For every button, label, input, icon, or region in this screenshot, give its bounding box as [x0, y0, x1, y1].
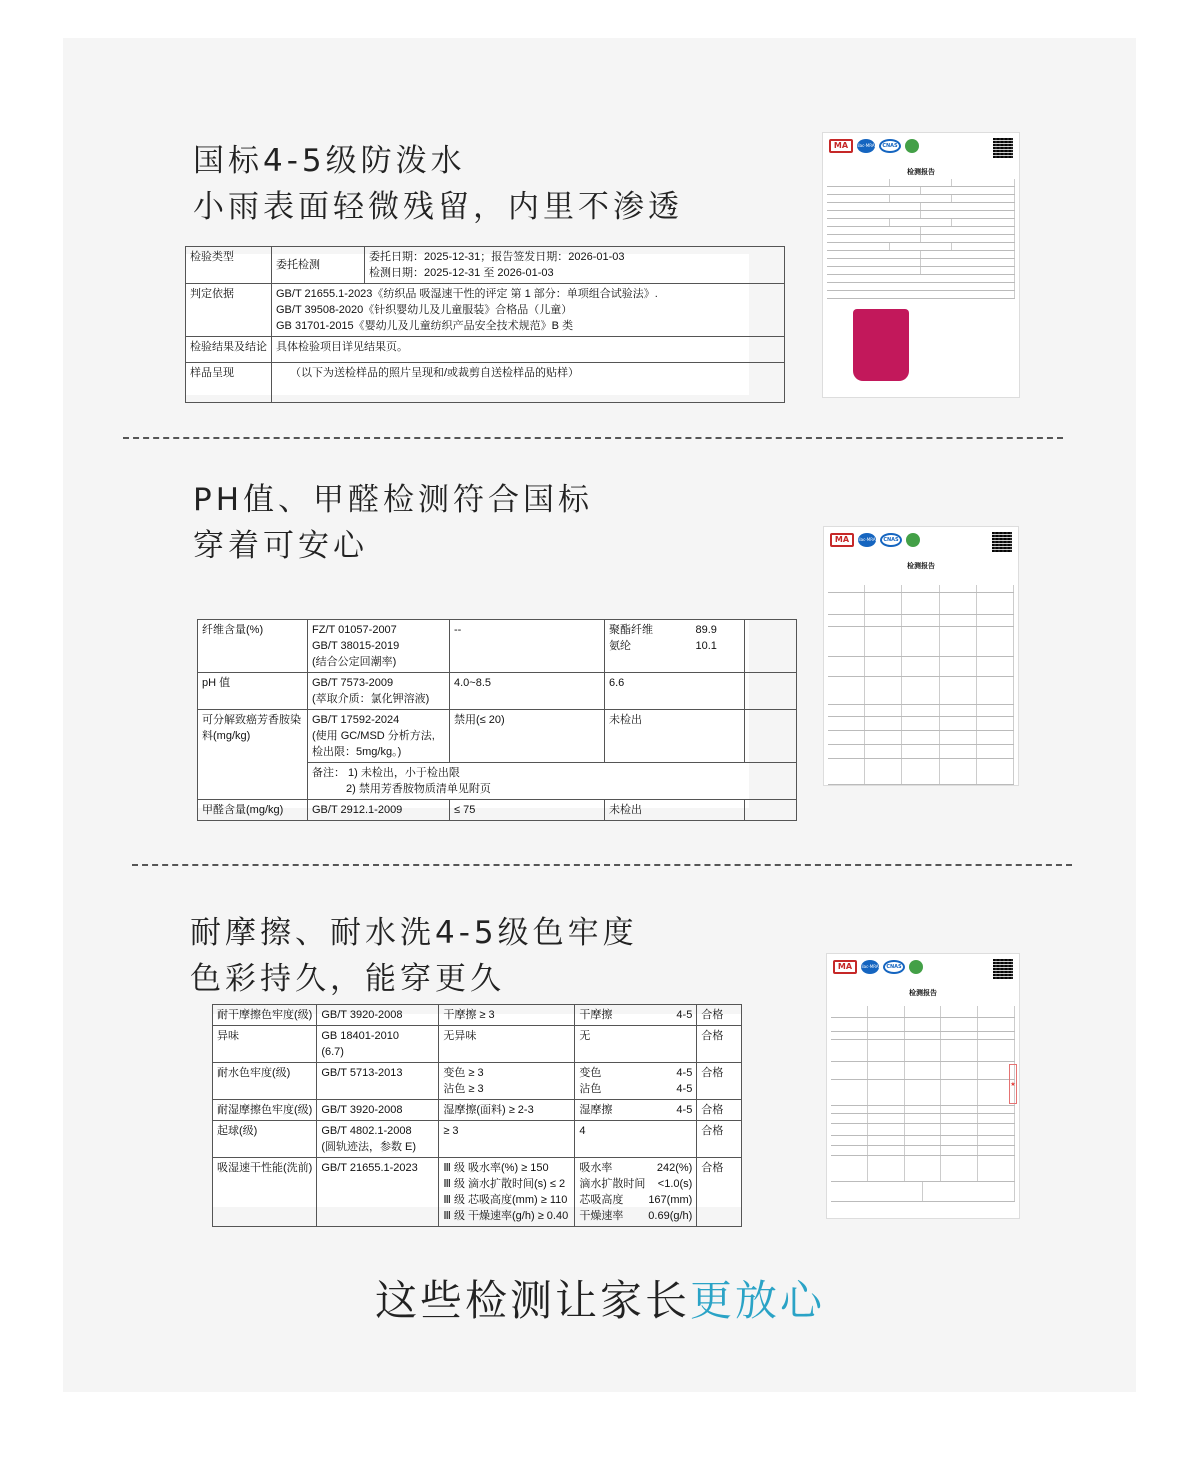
s3-judge-odor: 合格 — [697, 1026, 742, 1063]
qr-code-icon — [992, 532, 1012, 552]
s3-req-pilling: ≥ 3 — [439, 1121, 575, 1158]
s3-judge-wet: 合格 — [697, 1100, 742, 1121]
s1-label-result: 检验结果及结论 — [186, 337, 272, 363]
s3-req-water: 变色 ≥ 3 沾色 ≥ 3 — [439, 1063, 575, 1100]
s2-std-formaldehyde: GB/T 2912.1-2009 — [308, 800, 450, 821]
s2-std-ph: GB/T 7573-2009 (萃取介质：氯化钾溶液) — [308, 673, 450, 710]
verified-badge-icon — [909, 960, 923, 974]
section2-heading-line2: 穿着可安心 — [193, 528, 368, 564]
section3-heading-line2: 色彩持久，能穿更久 — [190, 961, 505, 997]
s2-res-ph: 6.6 — [605, 673, 745, 710]
s3-res-dry: 干摩擦 4-5 — [575, 1005, 697, 1026]
section2-heading-line1: PH值、甲醛检测符合国标 — [193, 482, 594, 518]
report-title: 检测报告 — [909, 989, 937, 997]
s3-res-quickdry: 吸水率 242(%) 滴水扩散时间 <1.0(s) 芯吸高度 167(mm) 干燥速率 0.69(g/h) — [575, 1158, 697, 1227]
s3-req-quickdry: Ⅲ 级 吸水率(%) ≥ 150 Ⅲ 级 滴水扩散时间(s) ≤ 2 Ⅲ 级 芯吸高度(mm) ≥ 110 Ⅲ 级 干燥速率(g/h) ≥ 0.40 — [439, 1158, 575, 1227]
s2-req-formaldehyde: ≤ 75 — [450, 800, 605, 821]
s3-std-pilling: GB/T 4802.1-2008 (圆轨迹法，参数 E) — [317, 1121, 439, 1158]
divider-1 — [123, 437, 1063, 439]
s2-res-amine: 未检出 — [605, 710, 745, 763]
s2-res-formaldehyde: 未检出 — [605, 800, 745, 821]
ilac-logo-icon: ilac-MRA — [857, 139, 875, 153]
s2-req-ph: 4.0~8.5 — [450, 673, 605, 710]
s3-std-dry: GB/T 3920-2008 — [317, 1005, 439, 1026]
s3-res-water: 变色 4-5 沾色 4-5 — [575, 1063, 697, 1100]
s1-label-sample: 样品呈现 — [186, 363, 272, 403]
verified-badge-icon — [906, 533, 920, 547]
s3-item-odor: 异味 — [213, 1026, 317, 1063]
closing-statement — [0, 1268, 1200, 1328]
s3-item-pilling: 起球(级) — [213, 1121, 317, 1158]
s3-req-wet: 湿摩擦(面料) ≥ 2-3 — [439, 1100, 575, 1121]
s3-req-dry: 干摩擦 ≥ 3 — [439, 1005, 575, 1026]
sample-fabric-photo — [853, 309, 909, 381]
ma-logo-icon: MA — [833, 960, 857, 974]
closing-accent: 更放心 — [690, 1276, 826, 1325]
section1-heading-line1: 国标4-5级防泼水 — [193, 143, 466, 179]
cnas-logo-icon: CNAS — [879, 139, 901, 153]
s1-basis-values: GB/T 21655.1-2023《纺织品 吸湿速干性的评定 第 1 部分：单项组合试验法》. GB/T 39508-2020《针织婴幼儿及儿童服装》合格品（儿童） GB 31701-2015《婴幼儿及儿童纺织产品安全技术规范》B 类 — [272, 284, 785, 337]
qr-code-icon — [993, 138, 1013, 158]
certification-logos — [829, 139, 919, 153]
s3-judge-dry: 合格 — [697, 1005, 742, 1026]
report-title: 检测报告 — [907, 562, 935, 570]
s3-res-odor: 无 — [575, 1026, 697, 1063]
s1-label-basis: 判定依据 — [186, 284, 272, 337]
ma-logo-icon: MA — [829, 139, 853, 153]
ilac-logo-icon: ilac-MRA — [858, 533, 876, 547]
report-lines — [828, 585, 1014, 785]
s3-req-odor: 无异味 — [439, 1026, 575, 1063]
section2-report-thumbnail — [823, 526, 1019, 786]
s1-mid-type: 委托检测 — [272, 247, 365, 284]
s1-label-type: 检验类型 — [186, 247, 272, 284]
certification-logos — [830, 533, 920, 547]
cnas-logo-icon: CNAS — [883, 960, 905, 974]
s1-result-value: 具体检验项目详见结果页。 — [272, 337, 785, 363]
s3-item-dry: 耐干摩擦色牢度(级) — [213, 1005, 317, 1026]
section3-heading-line1: 耐摩擦、耐水洗4-5级色牢度 — [190, 915, 638, 951]
s3-std-wet: GB/T 3920-2008 — [317, 1100, 439, 1121]
s3-std-water: GB/T 5713-2013 — [317, 1063, 439, 1100]
section3-report-crop — [212, 1009, 742, 1222]
s3-item-quickdry: 吸湿速干性能(洗前) — [213, 1158, 317, 1227]
section2-heading — [193, 477, 593, 569]
section2-report-crop — [197, 619, 749, 816]
section1-heading-line2: 小雨表面轻微残留，内里不渗透 — [193, 189, 683, 225]
red-seal-icon: ★ — [1009, 1064, 1017, 1104]
s2-item-ph: pH 值 — [198, 673, 308, 710]
s1-dates: 委托日期：2025-12-31；报告签发日期：2026-01-03 检测日期：2025-12-31 至 2026-01-03 — [365, 247, 785, 284]
s3-judge-quickdry: 合格 — [697, 1158, 742, 1227]
divider-2 — [132, 864, 1072, 866]
report-lines — [827, 179, 1015, 299]
s3-item-water: 耐水色牢度(级) — [213, 1063, 317, 1100]
section1-report-thumbnail — [822, 132, 1020, 398]
ma-logo-icon: MA — [830, 533, 854, 547]
s2-notes: 备注： 1) 未检出，小于检出限 2) 禁用芳香胺物质清单见附页 — [308, 763, 797, 800]
s3-judge-pilling: 合格 — [697, 1121, 742, 1158]
s3-std-quickdry: GB/T 21655.1-2023 — [317, 1158, 439, 1227]
section1-report-crop — [185, 251, 749, 395]
section1-heading — [193, 138, 683, 230]
s2-item-amine: 可分解致癌芳香胺染 料(mg/kg) — [198, 710, 308, 800]
s1-sample-value: （以下为送检样品的照片呈现和/或裁剪自送检样品的贴样） — [272, 363, 785, 403]
report-title: 检测报告 — [907, 168, 935, 176]
s3-res-wet: 湿摩擦 4-5 — [575, 1100, 697, 1121]
section3-heading — [190, 910, 638, 1002]
qr-code-icon — [993, 959, 1013, 979]
report-lines — [831, 1006, 1015, 1202]
s2-std-amine: GB/T 17592-2024 (使用 GC/MSD 分析方法, 检出限：5mg/kg。) — [308, 710, 450, 763]
s2-req-amine: 禁用(≤ 20) — [450, 710, 605, 763]
s2-req-fiber: -- — [450, 620, 605, 673]
ilac-logo-icon: ilac-MRA — [861, 960, 879, 974]
s3-std-odor: GB 18401-2010 (6.7) — [317, 1026, 439, 1063]
verified-badge-icon — [905, 139, 919, 153]
section3-report-thumbnail — [826, 953, 1020, 1219]
s2-res-fiber: 聚酯纤维 89.9 氨纶 10.1 — [605, 620, 745, 673]
s3-res-pilling: 4 — [575, 1121, 697, 1158]
s3-judge-water: 合格 — [697, 1063, 742, 1100]
s2-item-fiber: 纤维含量(%) — [198, 620, 308, 673]
s3-item-wet: 耐湿摩擦色牢度(级) — [213, 1100, 317, 1121]
cnas-logo-icon: CNAS — [880, 533, 902, 547]
closing-text: 这些检测让家长 — [374, 1276, 690, 1325]
certification-logos — [833, 960, 923, 974]
s2-item-formaldehyde: 甲醛含量(mg/kg) — [198, 800, 308, 821]
s2-std-fiber: FZ/T 01057-2007 GB/T 38015-2019 (结合公定回潮率) — [308, 620, 450, 673]
